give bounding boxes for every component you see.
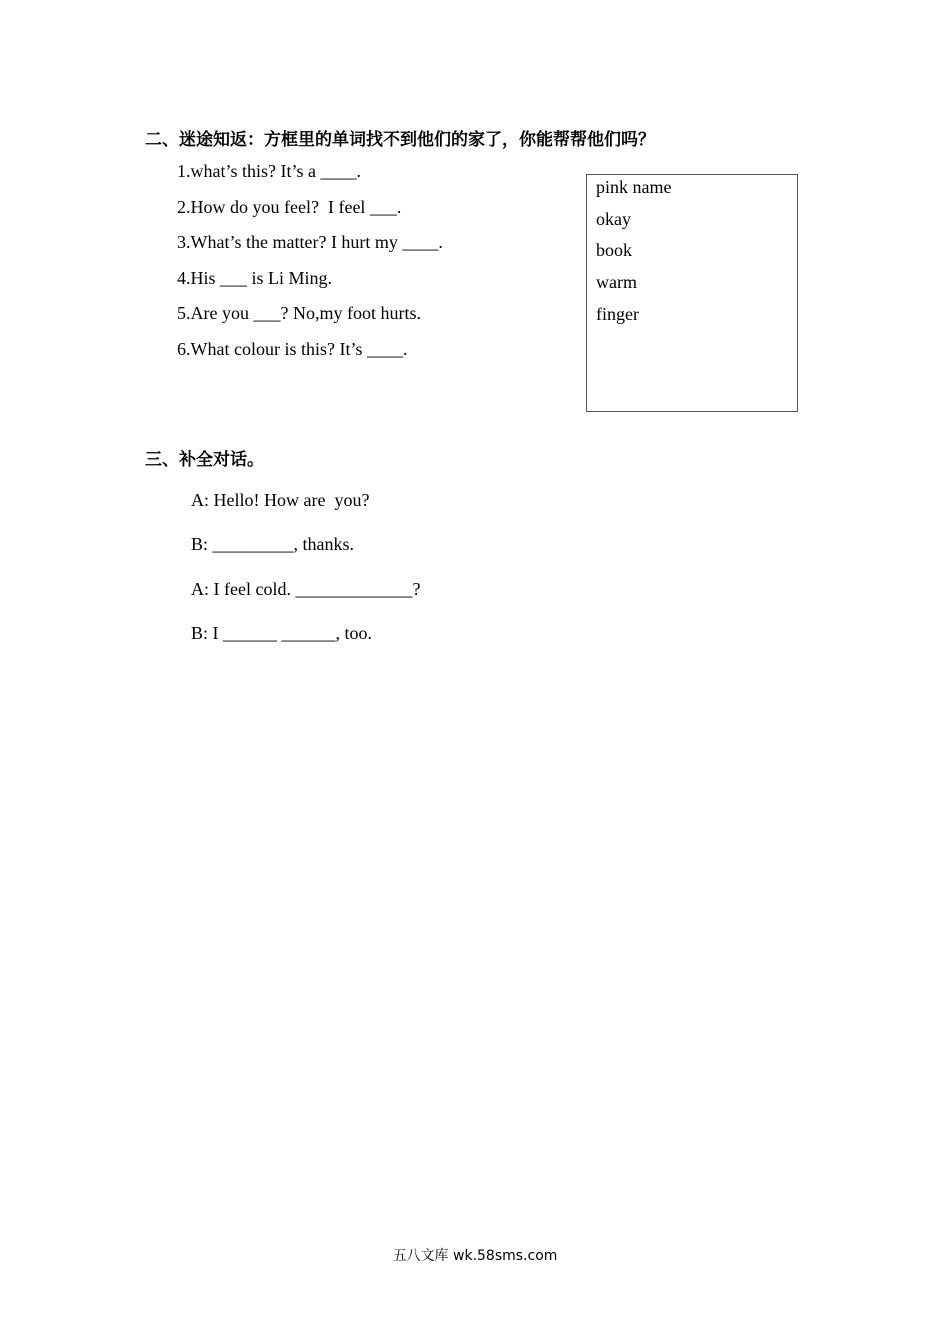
- dialog-line: B: I ______ ______, too.: [191, 622, 373, 643]
- word-box-item: book: [596, 240, 632, 261]
- question-2: 2.How do you feel? I feel ___.: [177, 196, 402, 217]
- dialog-list: [191, 489, 420, 666]
- footer-watermark: 五八文库 wk.58sms.com: [392, 1248, 558, 1264]
- question-6: 6.What colour is this? It’s ____.: [177, 338, 408, 359]
- word-box: [586, 174, 798, 412]
- question-5: 5.Are you ___? No,my foot hurts.: [177, 303, 421, 323]
- word-box-item: warm: [596, 272, 637, 293]
- question-1: 1.what’s this? It’s a ____.: [177, 161, 361, 181]
- dialog-line: A: I feel cold. _____________?: [191, 578, 421, 599]
- word-box-item: finger: [596, 303, 639, 324]
- word-box-item: pink name: [596, 177, 672, 197]
- question-3: 3.What’s the matter? I hurt my ____.: [177, 232, 443, 252]
- question-list: [177, 160, 443, 373]
- dialog-line: A: Hello! How are you?: [191, 490, 370, 510]
- question-4: 4.His ___ is Li Ming.: [177, 267, 333, 288]
- section-3-heading: 三、补全对话。: [145, 450, 264, 470]
- word-box-item: okay: [596, 208, 631, 229]
- section-2-heading: 二、迷途知返：方框里的单词找不到他们的家了，你能帮帮他们吗？: [145, 130, 655, 150]
- dialog-line: B: _________, thanks.: [191, 534, 355, 555]
